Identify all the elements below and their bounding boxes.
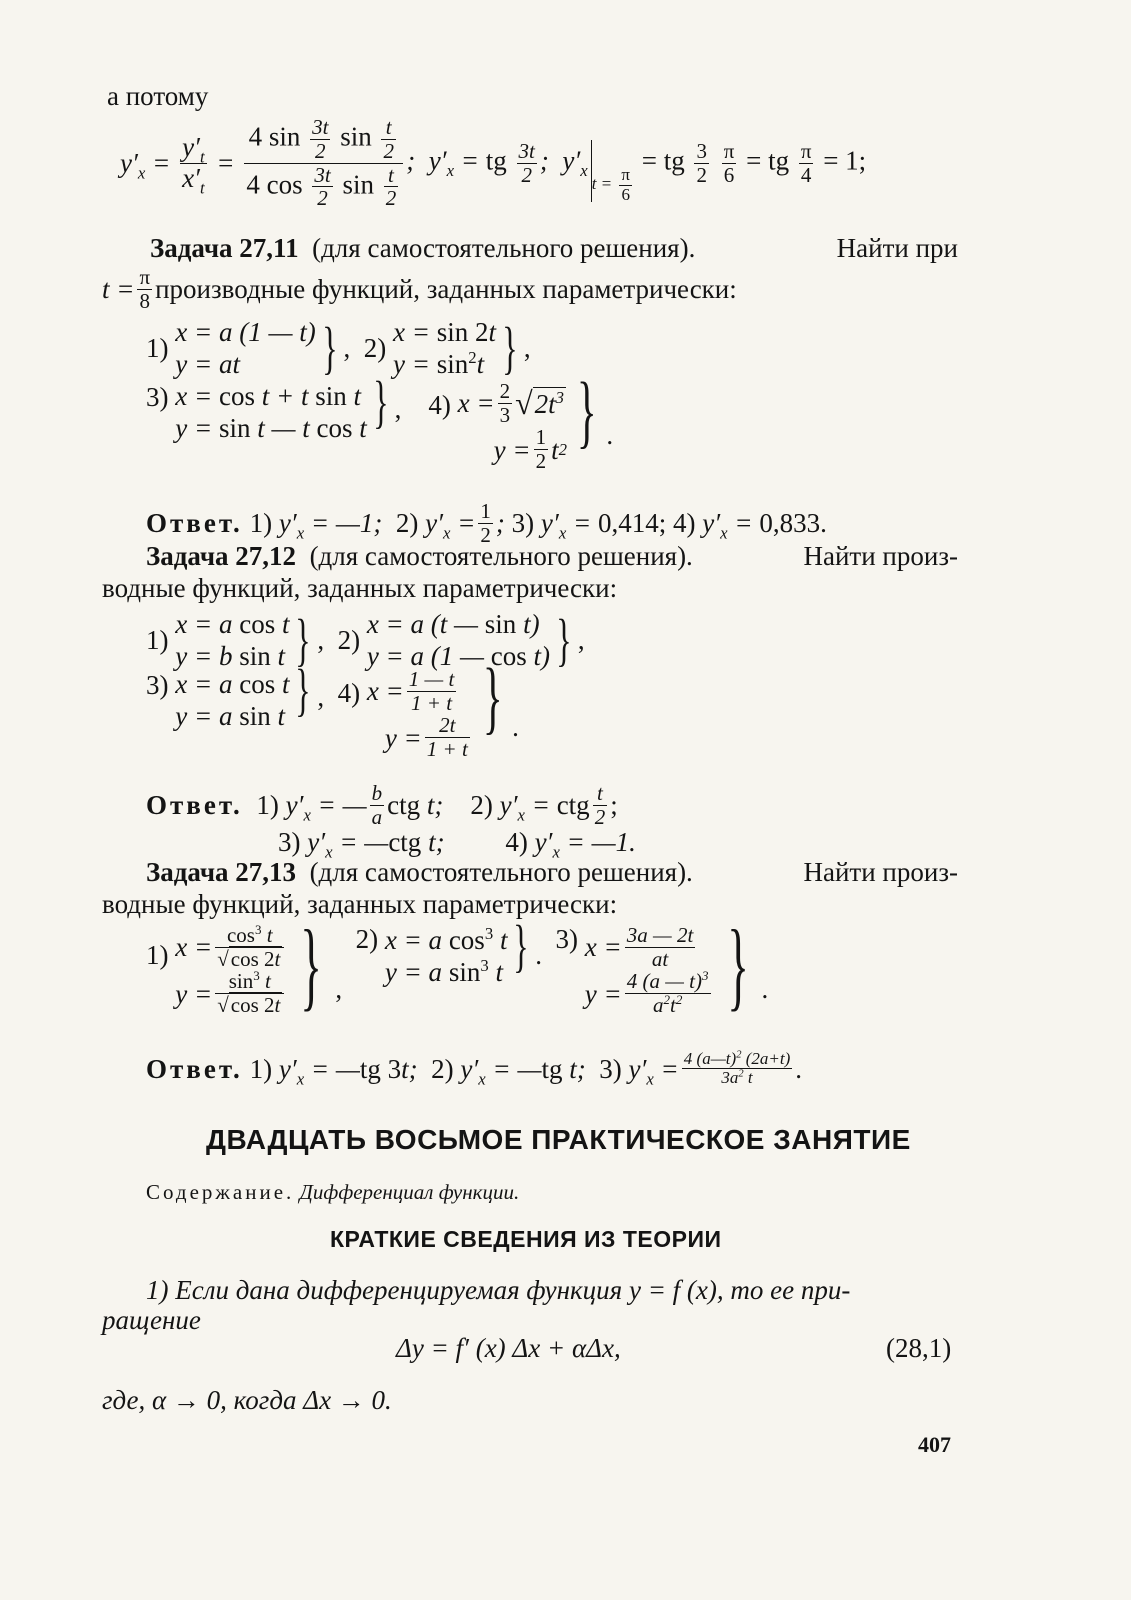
intro-text: а потому xyxy=(107,81,209,111)
problem-11-note: (для самостоятельного решения). xyxy=(312,233,696,263)
problem-12-answer-line2: 3) $y'_x$ = —ctg t; 4) $y'_x$ = —1. xyxy=(278,827,636,862)
theory-title: КРАТКИЕ СВЕДЕНИЯ ИЗ ТЕОРИИ xyxy=(330,1226,722,1252)
problem-12-note: (для самостоятельного решения). xyxy=(309,541,693,571)
problem-12-text-b: водные функций, заданных параметрически: xyxy=(102,573,618,603)
problem-13-note: (для самостоятельного решения). xyxy=(309,857,693,887)
problem-11-title: Задача 27,11 xyxy=(150,233,299,263)
derivative-formula: $y'_x$ = $\frac{y'_t}{x'_t}$ = 4 sin $\frac{3t}{2}$ sin $\frac{t}{2}$ 4 cos $\frac{3t}{2}$ sin $\frac{t}{2}$ ; $y'_x$ = tg $\frac{3t}{2}$ ; $y'_x$ t = $\frac{\pi}{6}$ = tg $\frac{3}{2}$ $\frac{\pi}{6}$ = tg $\frac{\pi}{4}$ = 1; xyxy=(120,115,867,211)
problem-12-answer-label: Ответ. xyxy=(146,790,243,821)
contents-text: Дифференциал функции. xyxy=(299,1180,520,1204)
problem-11-line2: t = $\frac{\pi}{8}$ производные функций, заданных параметрически: xyxy=(102,265,737,313)
problem-11-systems-row1: 1) x = a (1 — t) y = at } , 2) x = sin 2t $y = \sin^2t$ } , xyxy=(146,314,531,380)
formula-number: (28,1) xyxy=(886,1333,952,1363)
problem-12-title: Задача 27,12 xyxy=(146,541,297,571)
problem-11-heading xyxy=(150,232,958,264)
problem-13-heading xyxy=(146,856,958,888)
page-number: 407 xyxy=(918,1432,951,1457)
problem-12-systems-row2: 3) x = a cos t y = a sin t } , 4) x = $\frac{1 — t}{1 + t}$ y = $\frac{2t}{1 + t}$ } . xyxy=(146,651,519,762)
theory-line-1: 1) Если дана дифференцируемая функция y = f (x), то ее при- xyxy=(146,1275,851,1305)
problem-12-answer-line1: Ответ. 1) $y'_x$ = — $\frac{b}{a}$ ctg t; 2) $y'_x$ = ctg $\frac{t}{2}$ ; xyxy=(146,781,618,829)
problem-13-text-b: водные функций, заданных параметрически: xyxy=(102,889,618,919)
problem-13-answer: Ответ. 1) $y'_x$ = —tg 3t; 2) $y'_x$ = —tg t; 3) $y'_x$ = $\frac{4 (a—t)^2 (2a+t)}{3a^2 t}$ . xyxy=(146,1049,802,1089)
problem-12-heading xyxy=(146,540,958,572)
problem-11-answer: Ответ. 1) $y'_x$ = —1; 2) $y'_x$ = $\frac{1}{2}$ ; 3) $y'_x = 0,414$; 4) $y'_x = 0,833$. xyxy=(146,499,827,547)
problem-11-systems-row2: 3) x = cos t + t sin t y = sin t — t cos t } , 4) x = $\frac{2}{3}$ √ $2t^3$ y = $\frac{1}{2}$ t 2 } . xyxy=(146,365,614,474)
problem-13-systems: 1) x = $\frac{\cos^3 t}{√\cos 2t}$ y = $\frac{\sin^3 t}{√\cos 2t}$ } , 2) x = a $\cos^3 t$ y = a $\sin^3 t$ } . 3) x = $\frac{3a — 2t}{at}$ y = $\frac{4 (a — t)^3}{a^2t^2}$ } . xyxy=(146,909,769,1020)
problem-13-text-a: Найти произ- xyxy=(803,857,958,887)
contents-line xyxy=(146,1180,519,1205)
problem-12-text-a: Найти произ- xyxy=(803,541,958,571)
problem-11-text-a: Найти при xyxy=(836,233,958,263)
theory-line-2: ращение xyxy=(102,1305,201,1335)
problem-12-systems-row1: 1) x = a cos t y = b sin t } , 2) x = a (t — sin t) y = a (1 — cos t) } , xyxy=(146,606,585,672)
section-title: ДВАДЦАТЬ ВОСЬМОЕ ПРАКТИЧЕСКОЕ ЗАНЯТИЕ xyxy=(206,1124,911,1155)
problem-11-text-b: производные функций, заданных параметрически: xyxy=(155,274,737,305)
problem-13-title: Задача 27,13 xyxy=(146,857,297,887)
problem-11-answer-label: Ответ. xyxy=(146,508,243,539)
problem-13-answer-label: Ответ. xyxy=(146,1053,243,1084)
contents-label: Содержание. xyxy=(146,1180,295,1204)
formula-28-1: Δy = f′ (x) Δx + αΔx, xyxy=(396,1333,621,1363)
where-text: где, α → 0, когда Δx → 0. xyxy=(102,1385,392,1415)
